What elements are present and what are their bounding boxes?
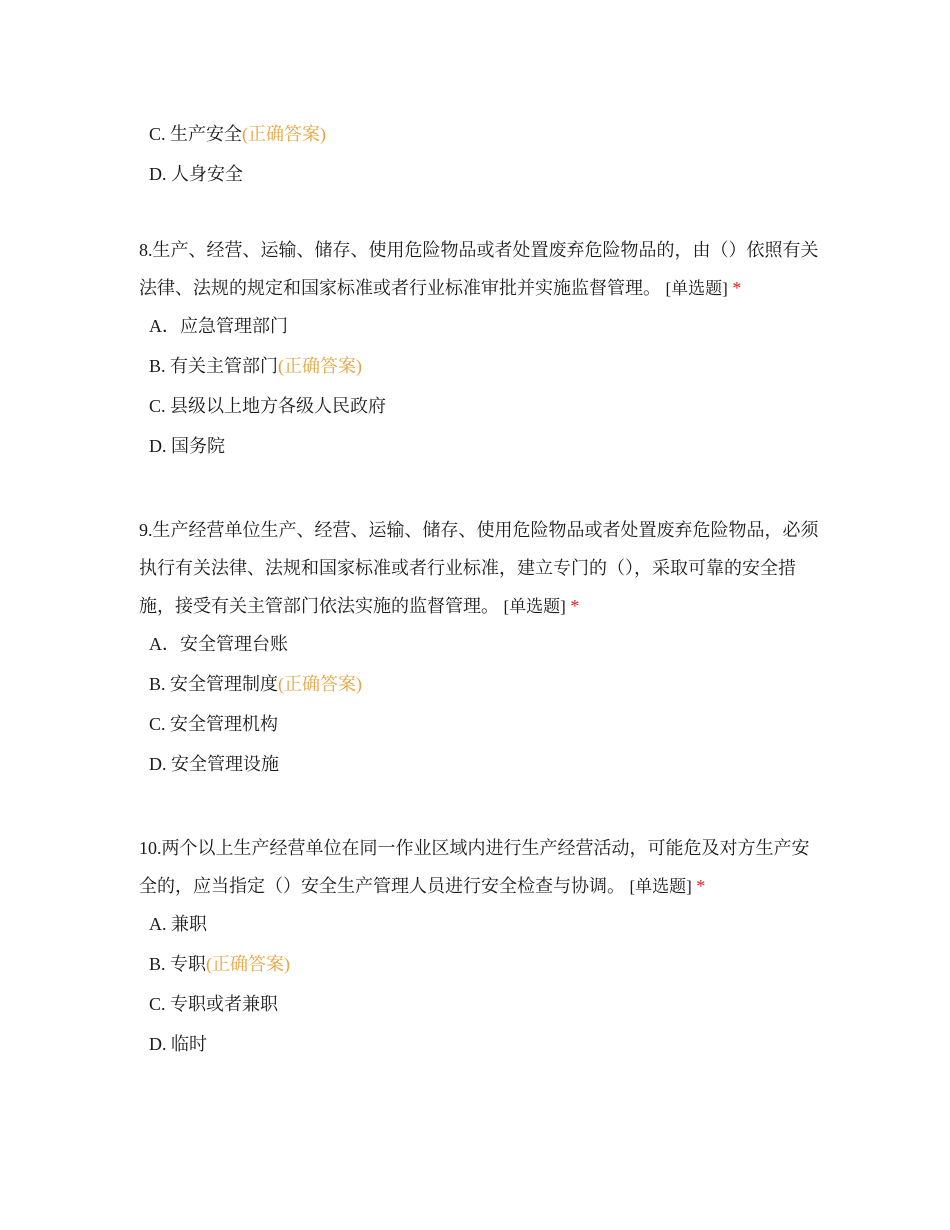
- required-mark: *: [570, 596, 580, 616]
- option-c: C. 专职或者兼职: [149, 994, 279, 1014]
- prev-question-options: [139, 122, 819, 202]
- question-title: 8.生产、经营、运输、储存、使用危险物品或者处置废弃危险物品的，由（）依照有关法律、法规的规定和国家标准或者行业标准审批并实施监督管理。 [单选题] *: [139, 240, 819, 298]
- correct-answer-tag: (正确答案): [206, 954, 291, 974]
- question-8: [139, 231, 819, 474]
- correct-answer-tag: (正确答案): [278, 674, 363, 694]
- option-d: D. 临时: [149, 1034, 207, 1054]
- required-mark: *: [696, 876, 706, 896]
- option-d: D. 安全管理设施: [149, 754, 279, 774]
- question-title: 10.两个以上生产经营单位在同一作业区域内进行生产经营活动，可能危及对方生产安全的，应当指定（）安全生产管理人员进行安全检查与协调。 [单选题] *: [139, 838, 810, 896]
- question-title: 9.生产经营单位生产、经营、运输、储存、使用危险物品或者处置废弃危险物品，必须执行有关法律、法规和国家标准或者行业标准，建立专门的（），采取可靠的安全措施，接受有关主管部门依法实施的监督管理。 [单选题] *: [139, 520, 819, 616]
- question-10: [139, 829, 819, 1072]
- option-c: C. 县级以上地方各级人民政府: [149, 396, 387, 416]
- option-b: B. 有关主管部门(正确答案): [149, 356, 363, 376]
- correct-answer-tag: (正确答案): [278, 356, 363, 376]
- option-a: A. 兼职: [149, 914, 207, 934]
- question-type: [单选题]: [665, 279, 728, 298]
- option-a: A．安全管理台账: [149, 634, 288, 654]
- option-a: A．应急管理部门: [149, 316, 288, 336]
- option-c: C. 安全管理机构: [149, 714, 279, 734]
- option-d: D. 国务院: [149, 436, 225, 456]
- question-9: [139, 511, 819, 792]
- required-mark: *: [732, 278, 742, 298]
- question-type: [单选题]: [629, 877, 692, 896]
- option-c: C. 生产安全(正确答案): [149, 124, 327, 144]
- option-d: D. 人身安全: [149, 164, 243, 184]
- option-b: B. 专职(正确答案): [149, 954, 291, 974]
- option-b: B. 安全管理制度(正确答案): [149, 674, 363, 694]
- question-type: [单选题]: [503, 597, 566, 616]
- correct-answer-tag: (正确答案): [242, 124, 327, 144]
